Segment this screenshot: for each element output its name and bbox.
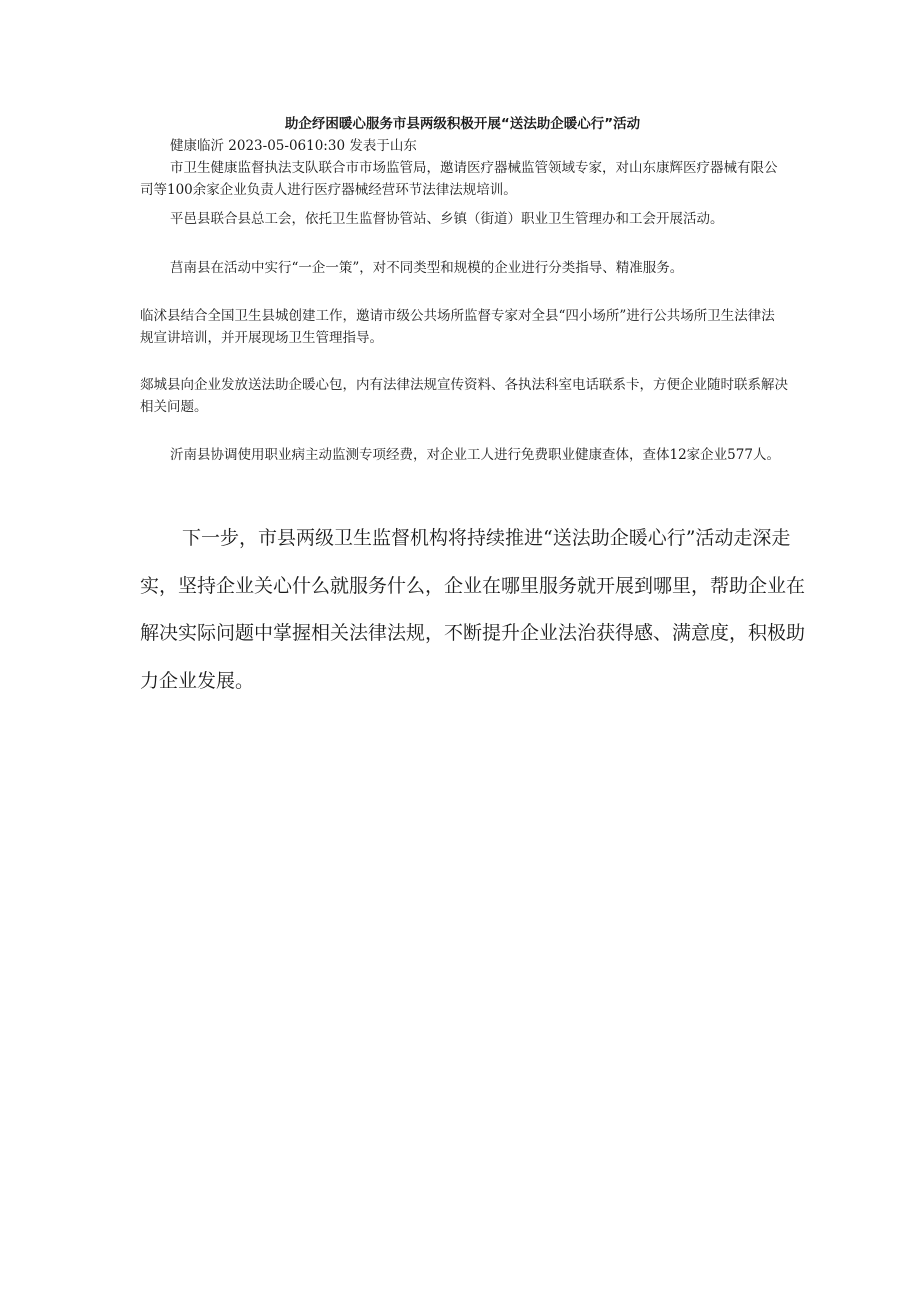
paragraph-city-training: 市卫生健康监督执法支队联合市市场监管局，邀请医疗器械监管领域专家，对山东康辉医疗器械有限公司等100余家企业负责人进行医疗器械经营环节法律法规培训。 [140, 160, 778, 198]
paragraph-junan: 莒南县在活动中实行“一企一策”，对不同类型和规模的企业进行分类指导、精准服务。 [170, 260, 684, 276]
paragraph-yinan: 沂南县协调使用职业病主动监测专项经费，对企业工人进行免费职业健康查体，查体12家企业577人。 [170, 447, 780, 463]
paragraph-tancheng: 郯城县向企业发放送法助企暖心包，内有法律法规宣传资料、各执法科室电话联系卡，方便企业随时联系解决相关问题。 [140, 377, 788, 415]
article-title: 助企纾困暖心服务市县两级积极开展“送法助企暖心行”活动 [284, 116, 641, 132]
conclusion-paragraph: 下一步，市县两级卫生监督机构将持续推进“送法助企暖心行”活动走深走实，坚持企业关心什么就服务什么，企业在哪里服务就开展到哪里，帮助企业在解决实际问题中掌握相关法律法规，不断提升企业法治获得感、满意度，积极助力企业发展。 [140, 527, 806, 692]
paragraph-pingyi: 平邑县联合县总工会，依托卫生监督协管站、乡镇（街道）职业卫生管理办和工会开展活动。 [170, 211, 724, 227]
paragraph-linshu: 临沭县结合全国卫生县城创建工作，邀请市级公共场所监督专家对全县“四小场所”进行公共场所卫生法律法规宣讲培训，并开展现场卫生管理指导。 [140, 308, 775, 346]
article-byline: 健康临沂 2023-05-0610:30 发表于山东 [170, 138, 417, 154]
